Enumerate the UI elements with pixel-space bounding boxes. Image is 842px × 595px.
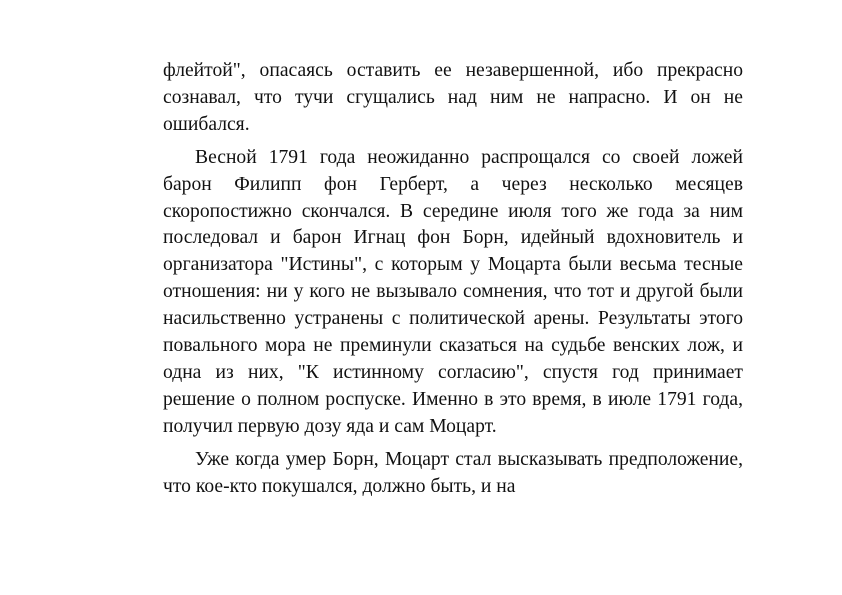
paragraph-continued: флейтой", опасаясь оставить ее незавершенной, ибо прекрасно сознавал, что тучи сгущались над ним не напрасно. И он не ошибался. (163, 60, 743, 135)
document-body (163, 58, 743, 501)
paragraph-born-death: Уже когда умер Борн, Моцарт стал высказывать предположение, что кое-кто покушался, должно быть, и на (163, 448, 743, 497)
paragraph-baron-herbert: Весной 1791 года неожиданно распрощался со своей ложей барон Филипп фон Герберт, а через несколько месяцев скоропостижно скончался. В середине июля того же года за ним последовал и барон Игнац фон Борн, идейный вдохновитель и организатора "Истины", с которым у Моцарта были весьма тесные отношения: ни у кого не вызывало сомнения, что тот и другой были насильственно устранены с политической арены. Результаты этого повального мора не преминули сказаться на судьбе венских лож, и одна из них, "К истинному согласию", спустя год принимает решение о полном роспуске. Именно в это время, в июле 1791 года, получил первую дозу яда и сам Моцарт. (163, 146, 743, 437)
